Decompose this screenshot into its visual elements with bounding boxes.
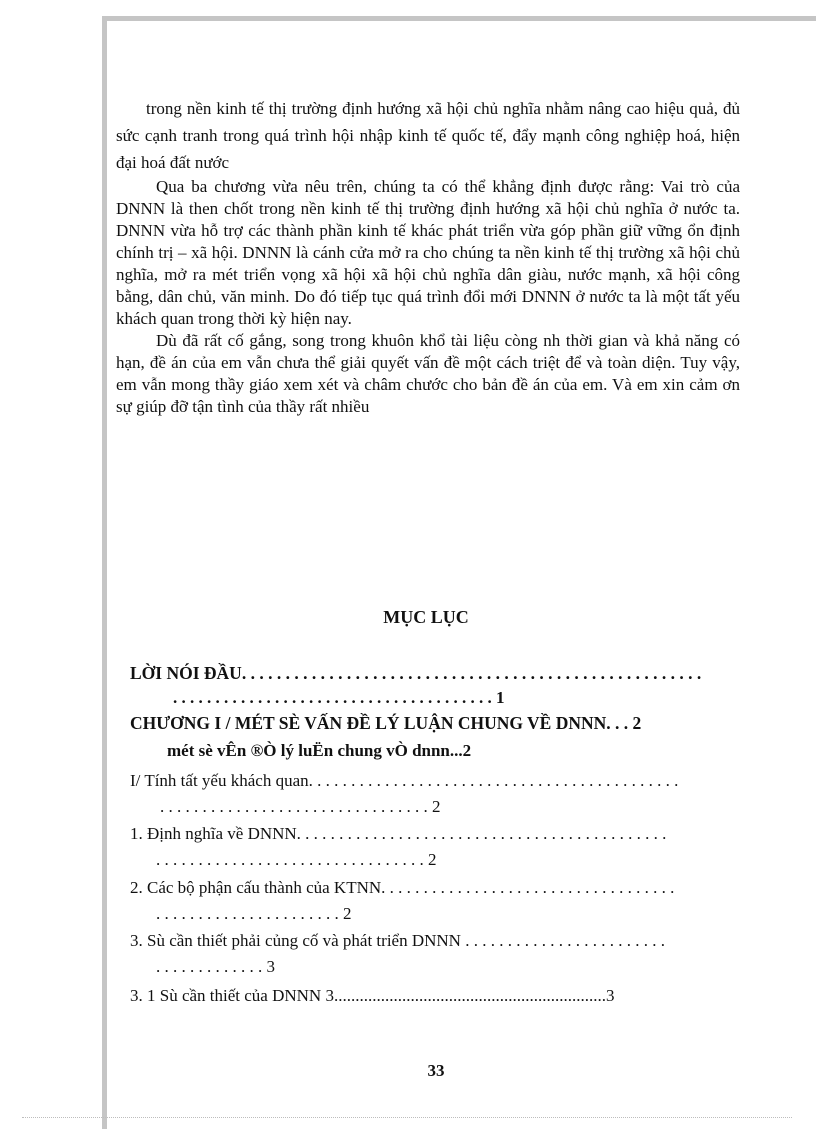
- paragraph-3: Dù đã rất cố gắng, song trong khuôn khổ tài liệu còng nh thời gian và khả năng có hạn, đề án của em vẫn chưa thể giải quyết vấn đề một cách triệt để và toàn diện. Tuy vậy, em vẫn mong thầy giáo xem xét và châm chước cho bản đề án của em. Và em xin cảm ơn sự giúp đỡ tận tình của thầy rất nhiều: [116, 331, 740, 416]
- toc-entry-section-1-page: . . . . . . . . . . . . . . . . . . . . . . . . . . . . . . . . 2: [160, 797, 441, 816]
- toc-entry-section-1: I/ Tính tất yếu khách quan. . . . . . . . . . . . . . . . . . . . . . . . . . . . . . . . . . . . . . . . . . . .: [130, 771, 679, 790]
- paragraph-1: trong nền kinh tế thị trường định hướng xã hội chủ nghĩa nhằm nâng cao hiệu quả, đủ sức cạnh tranh trong quá trình hội nhập kinh tế quốc tế, đẩy mạnh công nghiệp hoá, hiện đại hoá đất nước: [116, 99, 740, 172]
- toc-entry-2-page: . . . . . . . . . . . . . . . . . . . . . . 2: [156, 904, 352, 923]
- toc-entry-preface-page: . . . . . . . . . . . . . . . . . . . . . . . . . . . . . . . . . . . . . . 1: [173, 688, 505, 707]
- bottom-dotted-rule: [22, 1117, 792, 1118]
- toc-entry-chapter-1: CHƯƠNG I / MÉT SÈ VẤN ĐỀ LÝ LUẬN CHUNG VỀ DNNN. . . 2: [130, 713, 642, 733]
- toc-entry-1: 1. Định nghĩa về DNNN. . . . . . . . . . . . . . . . . . . . . . . . . . . . . . . . . . . . . . . . . . . .: [130, 824, 667, 843]
- page-number: 33: [427, 1061, 445, 1080]
- toc-entry-1-page: . . . . . . . . . . . . . . . . . . . . . . . . . . . . . . . . 2: [156, 850, 437, 869]
- toc-entry-3-1: 3. 1 Sù cần thiết của DNNN 3................................................................3: [130, 986, 615, 1005]
- toc-entry-3-page: . . . . . . . . . . . . . 3: [156, 957, 275, 976]
- toc-entry-3: 3. Sù cần thiết phải củng cố và phát triển DNNN . . . . . . . . . . . . . . . . . . . . . . . .: [130, 931, 665, 950]
- body-text: [116, 95, 740, 418]
- toc-entry-2: 2. Các bộ phận cấu thành của KTNN. . . . . . . . . . . . . . . . . . . . . . . . . . . . . . . . . . .: [130, 878, 675, 897]
- toc-entry-preface: LỜI NÓI ĐẦU. . . . . . . . . . . . . . . . . . . . . . . . . . . . . . . . . . . . . . . . . . . . . . . . . . . . .: [130, 663, 702, 683]
- toc-title: MỤC LỤC: [383, 607, 469, 627]
- toc-entry-chapter-1-legacy: mét sè vÊn ®Ò lý luËn chung vÒ dnnn...2: [167, 741, 472, 760]
- paragraph-2: Qua ba chương vừa nêu trên, chúng ta có thể khẳng định được rằng: Vai trò của DNNN là then chốt trong nền kinh tế thị trường định hướng xã hội chủ nghĩa ở nước ta. DNNN vừa hỗ trợ các thành phần kinh tế khác phát triển vừa góp phần giữ vững ổn định chính trị – xã hội. DNNN là cánh cửa mở ra cho chúng ta nền kinh tế thị trường xã hội chủ nghĩa, mở ra mét triển vọng xã hội xã hội chủ nghĩa dân giàu, nước mạnh, xã hội công bằng, dân chủ, văn minh. Do đó tiếp tục quá trình đổi mới DNNN ở nước ta là một tất yếu khách quan trong thời kỳ hiện nay.: [116, 177, 740, 328]
